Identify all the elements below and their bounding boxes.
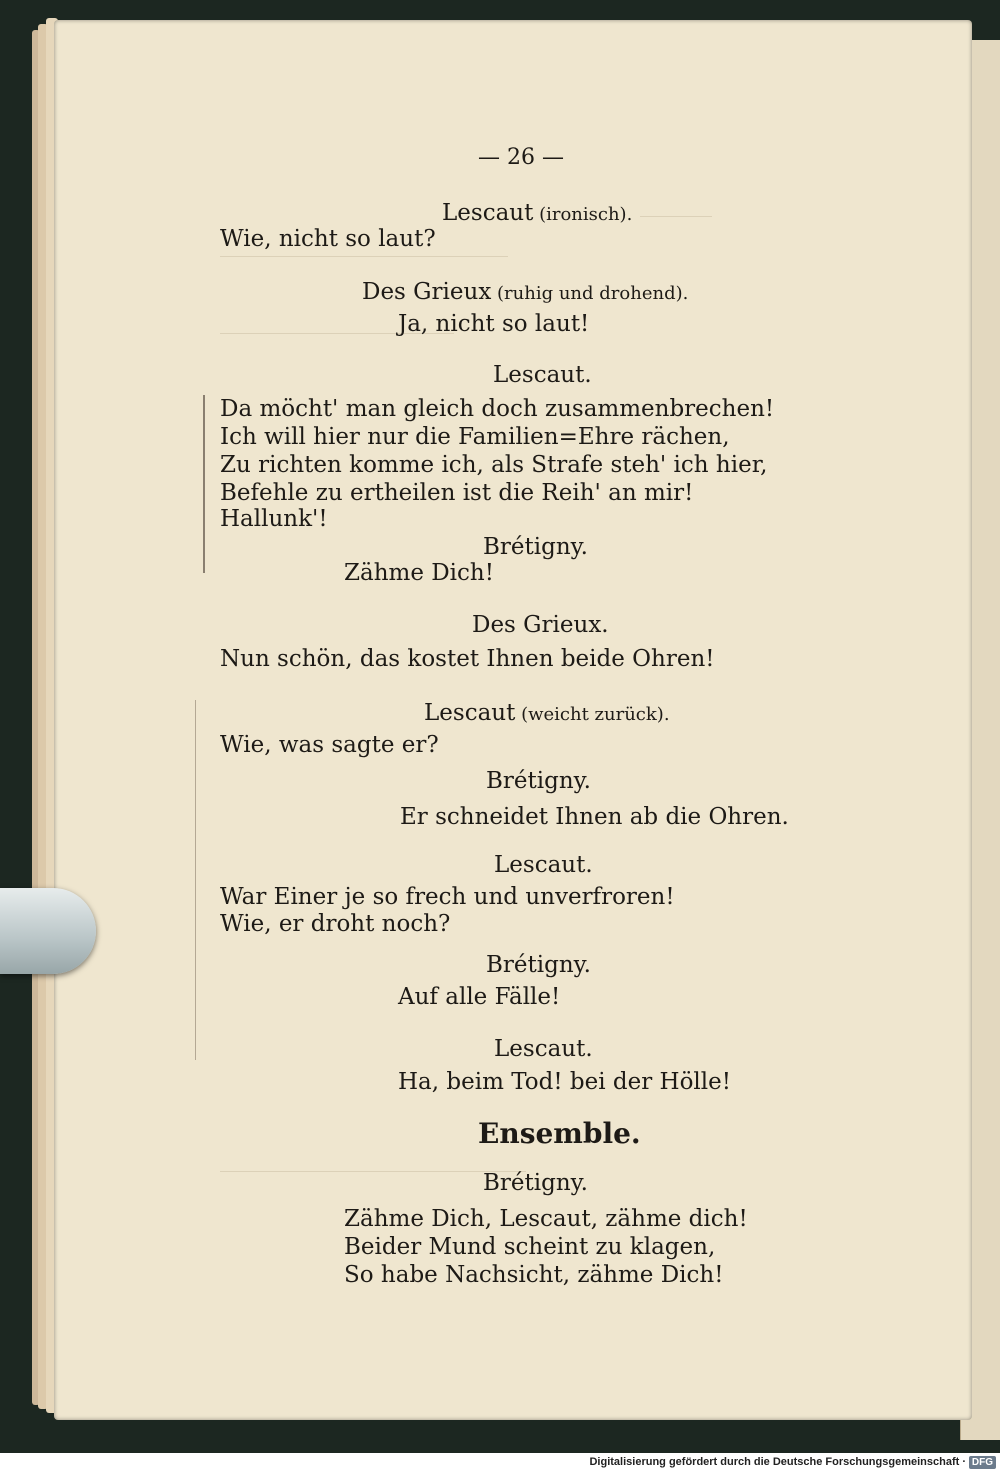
show-through: ⎯⎯⎯⎯⎯⎯⎯⎯⎯⎯⎯⎯⎯⎯⎯⎯⎯⎯⎯⎯⎯⎯⎯⎯⎯⎯⎯⎯⎯⎯⎯⎯⎯⎯	[220, 1160, 526, 1181]
speaker-heading: Lescaut (weicht zurück).	[424, 700, 670, 726]
verse-line: Ich will hier nur die Familien=Ehre rächen,	[220, 424, 730, 450]
footer-bar	[0, 1453, 1000, 1475]
verse-line: Befehle zu ertheilen ist die Reih' an mir!	[220, 480, 694, 506]
verse-line: Auf alle Fälle!	[398, 984, 561, 1010]
speaker-heading: Brétigny.	[486, 952, 591, 978]
verse-line: Wie, was sagte er?	[220, 732, 439, 758]
speaker-heading: Lescaut.	[493, 362, 592, 388]
speaker-heading: Brétigny.	[486, 768, 591, 794]
dfg-logo: DFG	[969, 1456, 996, 1469]
margin-pencil-line	[203, 395, 205, 573]
verse-line: So habe Nachsicht, zähme Dich!	[344, 1262, 724, 1288]
verse-line: Nun schön, das kostet Ihnen beide Ohren!	[220, 646, 715, 672]
verse-line: Zähme Dich!	[344, 560, 494, 586]
margin-pencil-line	[195, 700, 196, 1060]
verse-line: Wie, nicht so laut?	[220, 226, 436, 252]
speaker-heading: Lescaut.	[494, 1036, 593, 1062]
page-clip	[0, 888, 96, 974]
verse-line: Da möcht' man gleich doch zusammenbrechen!	[220, 396, 775, 422]
verse-line: Ja, nicht so laut!	[398, 311, 590, 337]
speaker-heading: Lescaut (ironisch).	[442, 200, 633, 226]
verse-line: War Einer je so frech und unverfroren!	[220, 884, 675, 910]
speaker-heading: Des Grieux.	[472, 612, 609, 638]
show-through: ⎯⎯⎯⎯⎯⎯⎯⎯	[640, 205, 712, 226]
footer-credit: Digitalisierung gefördert durch die Deutsche Forschungsgemeinschaft ·	[589, 1456, 966, 1468]
speaker-heading: Des Grieux (ruhig und drohend).	[362, 279, 689, 305]
show-through: ⎯⎯⎯⎯⎯⎯⎯⎯⎯⎯⎯⎯⎯⎯⎯⎯⎯⎯⎯⎯⎯⎯⎯⎯⎯⎯	[220, 322, 454, 343]
page-number: — 26 —	[478, 145, 564, 170]
verse-line: Zähme Dich, Lescaut, zähme dich!	[344, 1206, 748, 1232]
verse-line: Hallunk'!	[220, 506, 328, 532]
speaker-heading: Brétigny.	[483, 1170, 588, 1196]
section-heading: Ensemble.	[478, 1117, 641, 1150]
verse-line: Zu richten komme ich, als Strafe steh' ich hier,	[220, 452, 768, 478]
verse-line: Ha, beim Tod! bei der Hölle!	[398, 1069, 731, 1095]
speaker-heading: Brétigny.	[483, 534, 588, 560]
verse-line: Wie, er droht noch?	[220, 911, 451, 937]
speaker-heading: Lescaut.	[494, 852, 593, 878]
show-through: ⎯⎯⎯⎯⎯⎯⎯⎯⎯⎯⎯⎯⎯⎯⎯⎯⎯⎯⎯⎯⎯⎯⎯⎯⎯⎯⎯⎯⎯⎯⎯⎯	[220, 245, 508, 266]
verse-line: Er schneidet Ihnen ab die Ohren.	[400, 804, 789, 830]
verse-line: Beider Mund scheint zu klagen,	[344, 1234, 716, 1260]
